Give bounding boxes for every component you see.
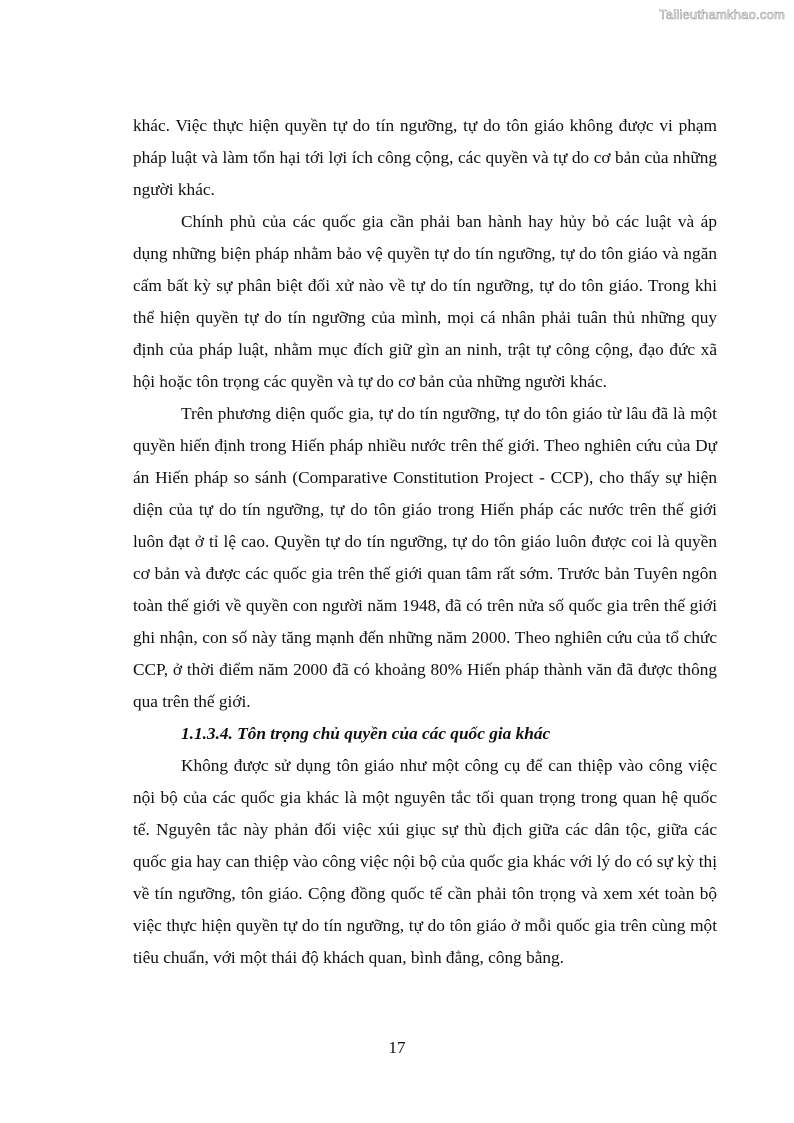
paragraph-sovereignty: Không được sử dụng tôn giáo như một công cụ để can thiệp vào công việc nội bộ của các quốc gia khác là một nguyên tắc tối quan trọng trong quan hệ quốc tế. Nguyên tắc này phản đối việc xúi giục sự thù địch giữa các dân tộc, giữa các quốc gia hay can thiệp vào công việc nội bộ của quốc gia khác với lý do có sự kỳ thị về tín ngưỡng, tôn giáo. Cộng đồng quốc tế cần phải tôn trọng và xem xét toàn bộ việc thực hiện quyền tự do tín ngưỡng, tự do tôn giáo ở mỗi quốc gia trên cùng một tiêu chuẩn, với một thái độ khách quan, bình đẳng, công bằng. [133, 756, 717, 967]
document-body [133, 110, 717, 974]
paragraph-government-obligations: Chính phủ của các quốc gia cần phải ban hành hay hủy bỏ các luật và áp dụng những biện pháp nhằm bảo vệ quyền tự do tín ngưỡng, tự do tôn giáo và ngăn cấm bất kỳ sự phân biệt đối xử nào về tự do tín ngưỡng, tự do tôn giáo. Trong khi thể hiện quyền tự do tín ngưỡng của mình, mọi cá nhân phải tuân thủ những quy định của pháp luật, nhằm mục đích giữ gìn an ninh, trật tự công cộng, đạo đức xã hội hoặc tôn trọng các quyền và tự do cơ bản của những người khác. [133, 212, 717, 391]
paragraph-continuation: khác. Việc thực hiện quyền tự do tín ngưỡng, tự do tôn giáo không được vi phạm pháp luật và làm tổn hại tới lợi ích công cộng, các quyền và tự do cơ bản của những người khác. [133, 116, 717, 199]
section-heading: 1.1.3.4. Tôn trọng chủ quyền của các quốc gia khác [181, 724, 551, 743]
page-number: 17 [388, 1038, 406, 1057]
watermark-text: Tailieuthamkhao.com [659, 7, 785, 22]
paragraph-national-perspective: Trên phương diện quốc gia, tự do tín ngưỡng, tự do tôn giáo từ lâu đã là một quyền hiến định trong Hiến pháp nhiều nước trên thế giới. Theo nghiên cứu của Dự án Hiến pháp so sánh (Comparative Constitution Project - CCP), cho thấy sự hiện diện của tự do tín ngưỡng, tự do tôn giáo trong Hiến pháp các nước trên thế giới luôn đạt ở tỉ lệ cao. Quyền tự do tín ngưỡng, tự do tôn giáo luôn được coi là quyền cơ bản và được các quốc gia trên thế giới quan tâm rất sớm. Trước bản Tuyên ngôn toàn thế giới về quyền con người năm 1948, đã có trên nửa số quốc gia trên thế giới ghi nhận, con số này tăng mạnh đến những năm 2000. Theo nghiên cứu của tổ chức CCP, ở thời điểm năm 2000 đã có khoảng 80% Hiến pháp thành văn đã được thông qua trên thế giới. [133, 404, 717, 711]
